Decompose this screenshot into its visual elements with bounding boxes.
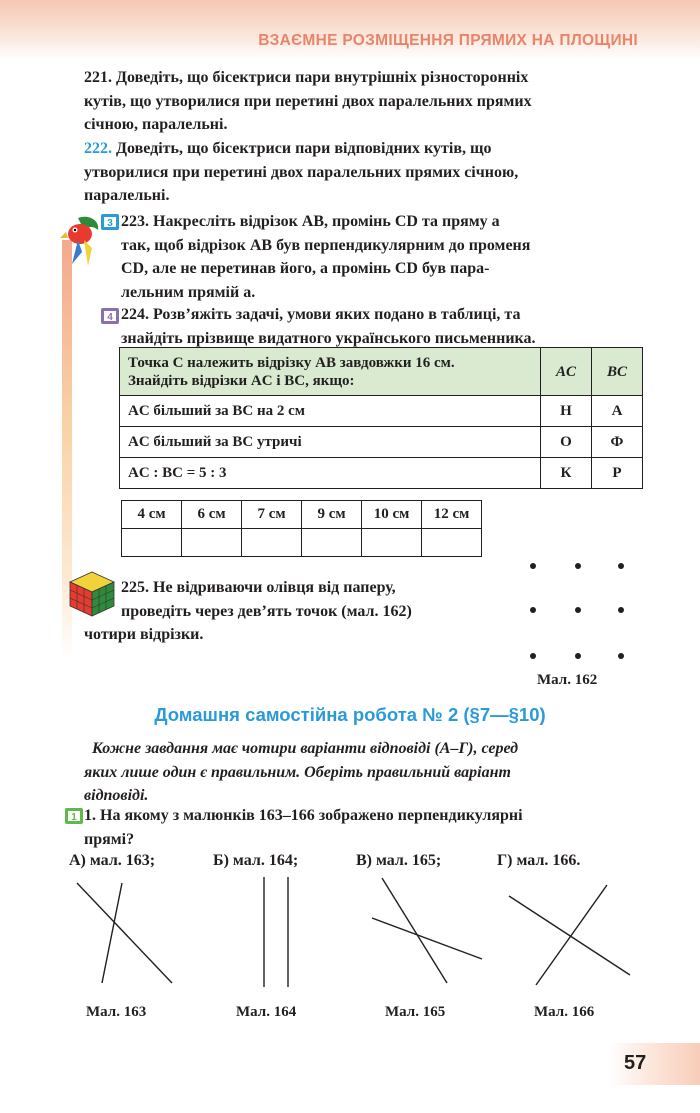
point-dot [618,607,624,613]
point-dot [575,653,581,659]
table-row [120,458,643,489]
table-cell: К [541,458,592,489]
point-dot [618,563,624,569]
level-book-icon [100,212,120,232]
problem-224 [121,303,536,350]
intro-text: Кожне завдання має чотири варіанти відповіді (А–Г), серед [92,740,519,757]
table-header-cell [120,348,541,396]
problem-text: Доведіть, що бісектриси пари відповідних кутів, що [116,140,492,157]
answer-value-cell: 7 см [242,501,302,529]
table-cell: AC більший за BC на 2 см [120,396,541,427]
problem-text: утворилися при перетині двох паралельних прямих січною, [84,163,519,181]
figures-163-166 [60,875,650,1000]
problem-text: чотири відрізки. [84,626,204,643]
svg-text:1: 1 [71,812,77,823]
answer-blank-cell[interactable] [422,529,482,557]
problem-text: проведіть через дев’ять точок (мал. 162) [121,602,412,620]
table-header-cell [592,348,643,396]
answer-blank-cell[interactable] [362,529,422,557]
point-dot [530,563,536,569]
header-band [0,0,700,60]
answer-blank-cell[interactable] [122,529,182,557]
table-cell: AC більший за BC утричі [120,427,541,458]
figure-caption: Мал. 166 [534,1004,595,1020]
question-text: На якому з малюнків 163–166 зображено перпендикулярні [100,807,523,824]
parrot-icon [58,212,104,268]
problem-text: кутів, що утворилися при перетині двох паралельних прямих [84,92,532,110]
figure-166-lines [509,885,630,985]
problem-number: 223. [121,213,149,230]
problem-text: Накресліть відрізок AB, промінь CD та пряму a [153,213,500,230]
problem-text: знайдіть прізвище видатного українського письменника. [121,329,536,347]
problem-text: паралельні. [84,187,170,204]
answer-option-a[interactable]: А) мал. 163; [69,852,156,869]
intro-text: яких лише один є правильним. Оберіть правильний варіант [84,763,511,781]
answer-blank-row [122,529,482,557]
line [77,883,172,983]
column-label: BC [606,363,627,380]
problem-number: 225. [121,579,149,596]
answer-blank-cell[interactable] [182,529,242,557]
point-dot [575,607,581,613]
problem-text: так, щоб відрізок AB був перпендикулярним до променя [121,236,531,254]
figure-caption: Мал. 162 [537,672,598,688]
figure-caption: Мал. 165 [385,1004,446,1020]
svg-text:3: 3 [107,218,113,229]
figure-caption: Мал. 163 [86,1004,147,1020]
answer-value-cell: 9 см [302,501,362,529]
rubiks-cube-icon [68,570,116,618]
homework-intro [84,737,644,808]
question-number: 1. [84,807,96,824]
line [509,896,630,975]
point-dot [530,653,536,659]
problem-223 [121,210,530,304]
problem-number: 222. [84,140,112,157]
problem-text: Розв’яжіть задачі, умови яких подано в таблиці, та [153,306,521,323]
table-row [120,396,643,427]
answer-value-cell: 6 см [182,501,242,529]
problem-text: Доведіть, що бісектриси пари внутрішніх різносторонніх [116,69,529,86]
answer-option-d[interactable]: Г) мал. 166. [497,852,581,869]
question-text: прямі? [84,830,135,848]
answer-option-b[interactable]: Б) мал. 164; [213,852,299,869]
answer-value-cell: 10 см [362,501,422,529]
answer-values-row [122,501,482,529]
level-book-icon [100,306,120,326]
page-number-tab [608,1043,700,1085]
table-cell: Н [541,396,592,427]
table-row [120,427,643,458]
table-cell: О [541,427,592,458]
answer-blank-cell[interactable] [302,529,362,557]
task-table [119,347,643,489]
point-dot [575,563,581,569]
point-dot [618,653,624,659]
table-cell: А [592,396,643,427]
figure-164-lines [264,877,288,987]
intro-text: відповіді. [84,787,149,804]
line [382,878,447,983]
answer-value-cell: 12 см [422,501,482,529]
section-title: Домашня самостійна робота № 2 (§7—§10) [154,704,546,725]
figure-165-lines [372,878,482,983]
problem-text: січною, паралельні. [84,116,228,133]
table-header-text: Знайдіть відрізки AC і BC, якщо: [128,372,355,389]
problem-text: CD, але не перетинав його, а промінь CD був пара- [121,260,490,277]
line [102,883,122,983]
column-label: AC [555,363,576,380]
table-header-cell [541,348,592,396]
table-cell: Ф [592,427,643,458]
problem-222 [84,137,518,208]
line [536,885,607,985]
homework-question-1 [84,804,523,851]
table-cell: Р [592,458,643,489]
answer-option-c[interactable]: В) мал. 165; [356,852,442,869]
problem-number: 224. [121,306,149,323]
svg-text:4: 4 [107,312,113,323]
problem-number: 221. [84,69,112,86]
table-header-text: Точка C належить відрізку AB завдовжки 16 см. [128,354,455,371]
answer-table [121,500,482,557]
table-header-row [120,348,643,396]
point-dot [530,607,536,613]
figure-caption: Мал. 164 [236,1004,297,1020]
problem-text: Не відриваючи олівця від паперу, [153,579,396,596]
answer-value-cell: 4 см [122,501,182,529]
answer-blank-cell[interactable] [242,529,302,557]
page-number: 57 [624,1052,647,1074]
figure-163-lines [77,883,172,983]
problem-text: лельним прямій a. [121,283,256,301]
problem-221 [84,66,532,137]
level-book-icon [64,806,84,826]
problem-225 [121,576,412,623]
line [372,918,482,959]
table-cell: AC : BC = 5 : 3 [120,458,541,489]
running-header: ВЗАЄМНЕ РОЗМІЩЕННЯ ПРЯМИХ НА ПЛОЩИНІ [258,32,638,49]
